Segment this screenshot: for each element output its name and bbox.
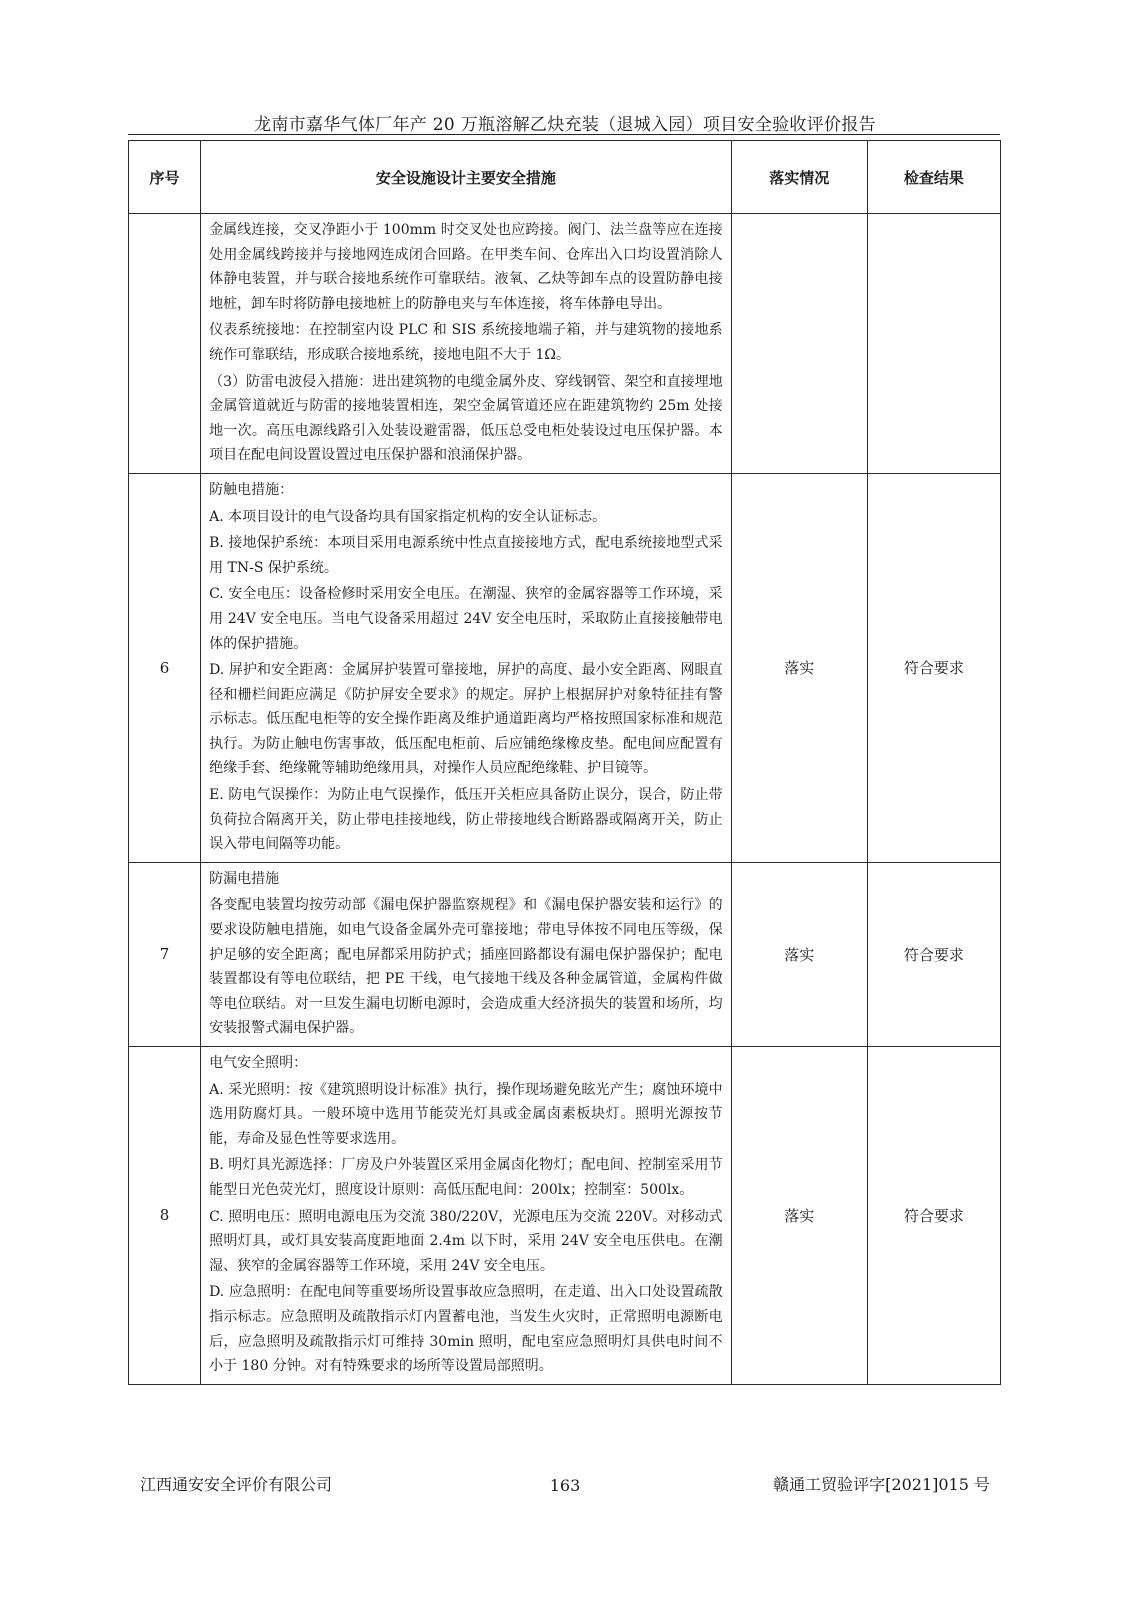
measure-paragraph: C. 照明电压：照明电源电压为交流 380/220V，光源电压为交流 220V。对移动式照明灯具，或灯具安装高度距地面 2.4m 以下时，采用 24V 安全电压供电。在潮湿、狭窄的金属容器等工作环境，采用 24V 安全电压。 <box>209 1208 723 1274</box>
measure-paragraph: A. 本项目设计的电气设备均具有国家指定机构的安全认证标志。 <box>209 508 607 525</box>
header-rule <box>128 134 1000 135</box>
row-status: 落实 <box>731 473 867 862</box>
measure-paragraph: 防触电措施： <box>209 481 294 498</box>
footer-page-number: 163 <box>549 1476 581 1495</box>
measure-paragraph: 电气安全照明： <box>209 1055 308 1071</box>
row-measures <box>201 473 732 862</box>
row-number: 6 <box>129 473 201 862</box>
row-result <box>867 214 1000 474</box>
measure-paragraph: D. 屏护和安全距离：金属屏护装置可靠接地，屏护的高度、最小安全距离、网眼直径和栅栏间距应满足《防护屏安全要求》的规定。屏护上根据屏护对象特征挂有警示标志。低压配电柜等的安全操作距离及维护通道距离均严格按照国家标准和规范执行。为防止触电伤害事故，低压配电柜前、后应铺绝缘橡皮垫。配电间应配置有绝缘手套、绝缘靴等辅助绝缘用具，对操作人员应配绝缘鞋、护目镜等。 <box>209 662 723 777</box>
column-header-number: 序号 <box>129 141 201 214</box>
column-header-result: 检查结果 <box>867 141 1000 214</box>
measure-paragraph: C. 安全电压：设备检修时采用安全电压。在潮湿、狭窄的金属容器等工作环境，采用 24V 安全电压。当电气设备采用超过 24V 安全电压时，采取防止直接接触带电体的保护措施。 <box>209 586 723 652</box>
page-header-title: 龙南市嘉华气体厂年产 20 万瓶溶解乙炔充装（退城入园）项目安全验收评价报告 <box>254 115 876 135</box>
row-measures <box>201 214 732 474</box>
table-row <box>129 1047 1001 1385</box>
row-measures <box>201 1047 732 1385</box>
measure-paragraph: D. 应急照明：在配电间等重要场所设置事故应急照明，在走道、出入口处设置疏散指示标志。应急照明及疏散指示灯内置蓄电池，当发生火灾时，正常照明电源断电后，应急照明及疏散指示灯可维持 30min 照明，配电室应急照明灯具供电时间不小于 180 分钟。对有特殊要求的场所等设置局部照明。 <box>209 1284 723 1375</box>
table-row <box>129 862 1001 1046</box>
measure-paragraph: （3）防雷电波侵入措施：进出建筑物的电缆金属外皮、穿线钢管、架空和直接埋地金属管道就近与防雷的接地装置相连，架空金属管道还应在距建筑物约 25m 处接地一次。高压电源线路引入处装设避雷器，低压总受电柜处装设过电压保护器。本项目在配电间设置设置过电压保护器和浪涌保护器。 <box>209 373 723 464</box>
row-measures <box>201 862 732 1046</box>
row-status: 落实 <box>731 862 867 1046</box>
table-row <box>129 473 1001 862</box>
column-header-measures: 安全设施设计主要安全措施 <box>201 141 732 214</box>
row-status <box>731 214 867 474</box>
row-result: 符合要求 <box>867 1047 1000 1385</box>
measure-paragraph: B. 接地保护系统：本项目采用电源系统中性点直接接地方式，配电系统接地型式采用 TN-S 保护系统。 <box>209 535 723 576</box>
safety-measures-table <box>128 140 1001 1385</box>
row-number: 8 <box>129 1047 201 1385</box>
measure-paragraph: 防漏电措施 <box>209 870 280 887</box>
measure-paragraph: E. 防电气误操作：为防止电气误操作，低压开关柜应具备防止误分，误合，防止带负荷拉合隔离开关，防止带电挂接地线，防止带接地线合断路器或隔离开关，防止误入带电间隔等功能。 <box>209 787 723 853</box>
row-number <box>129 214 201 474</box>
measure-paragraph: A. 采光照明：按《建筑照明设计标准》执行，操作现场避免眩光产生；腐蚀环境中选用防腐灯具。一般环境中选用节能荧光灯具或金属卤素板块灯。照明光源按节能，寿命及显色性等要求选用。 <box>209 1081 723 1147</box>
table-header-row <box>129 141 1001 214</box>
row-result: 符合要求 <box>867 862 1000 1046</box>
column-header-status: 落实情况 <box>731 141 867 214</box>
table-row <box>129 214 1001 474</box>
footer-company: 江西通安安全评价有限公司 <box>140 1475 333 1494</box>
measure-paragraph: 仪表系统接地：在控制室内设 PLC 和 SIS 系统接地端子箱，并与建筑物的接地系统作可靠联结，形成联合接地系统，接地电阻不大于 1Ω。 <box>209 322 723 363</box>
row-status: 落实 <box>731 1047 867 1385</box>
row-number: 7 <box>129 862 201 1046</box>
measure-paragraph: 各变配电装置均按劳动部《漏电保护器监察规程》和《漏电保护器安装和运行》的要求设防触电措施，如电气设备金属外壳可靠接地；带电导体按不同电压等级，保护足够的安全距离；配电屏都采用防护式；插座回路都设有漏电保护器保护；配电装置都设有等电位联结，把 PE 干线，电气接地干线及各种金属管道，金属构件做等电位联结。对一旦发生漏电切断电源时，会造成重大经济损失的装置和场所，均安装报警式漏电保护器。 <box>209 897 723 1037</box>
footer-doc-code: 赣通工贸验评字[2021]015 号 <box>773 1475 990 1494</box>
measure-paragraph: 金属线连接，交叉净距小于 100mm 时交叉处也应跨接。阀门、法兰盘等应在连接处用金属线跨接并与接地网连成闭合回路。在甲类车间、仓库出入口均设置消除人体静电装置，并与联合接地系统作可靠联结。液氧、乙炔等卸车点的设置防静电接地桩，卸车时将防静电接地桩上的防静电夹与车体连接，将车体静电导出。 <box>209 222 723 312</box>
measure-paragraph: B. 明灯具光源选择：厂房及户外装置区采用金属卤化物灯；配电间、控制室采用节能型日光色荧光灯，照度设计原则：高低压配电间：200lx；控制室：500lx。 <box>209 1157 723 1198</box>
row-result: 符合要求 <box>867 473 1000 862</box>
